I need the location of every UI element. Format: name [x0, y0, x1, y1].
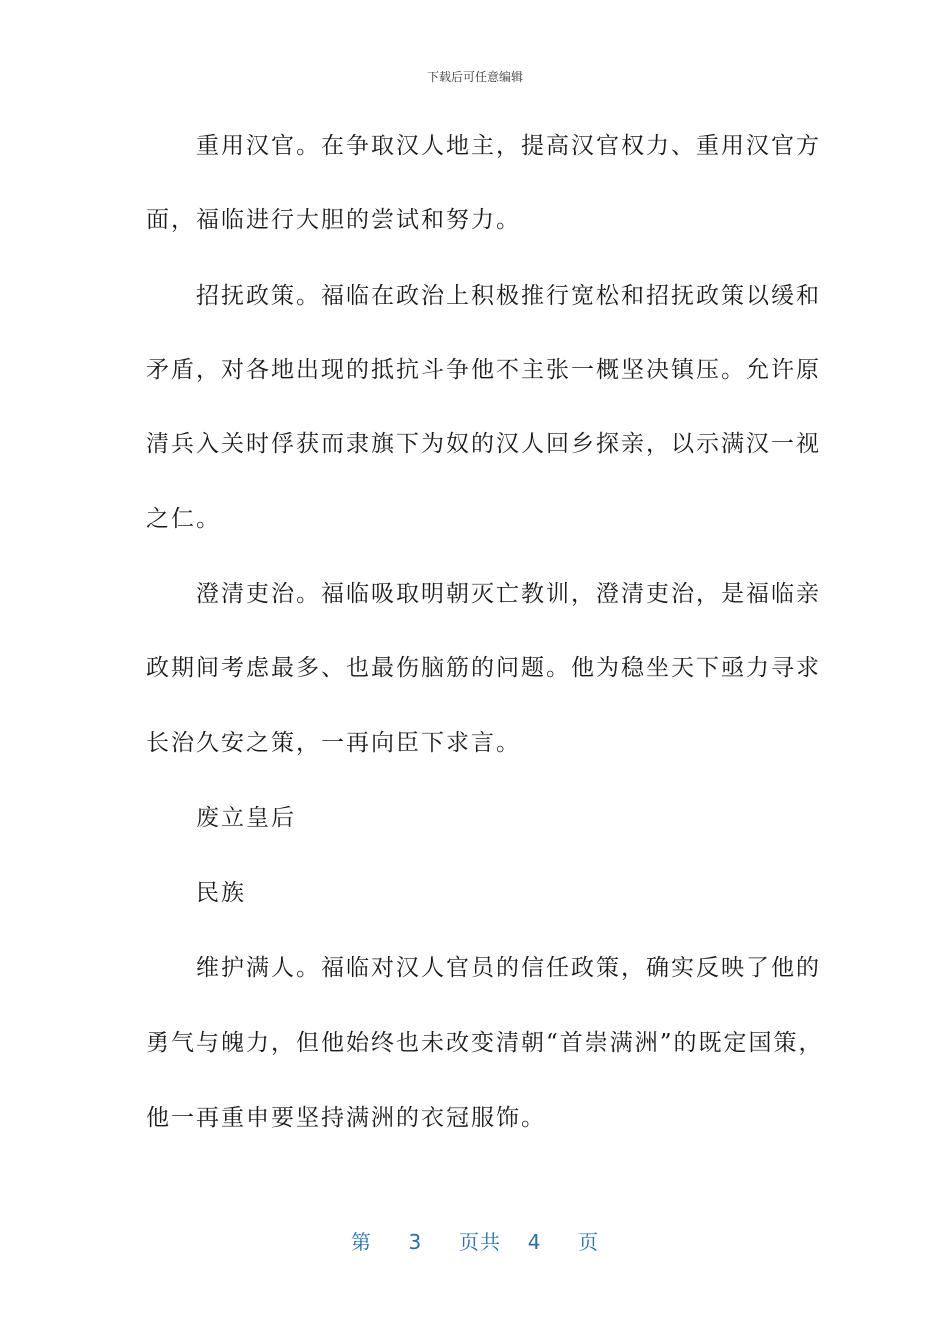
- paragraph-line: 之仁。: [146, 506, 221, 532]
- footer-middle: 页共: [459, 1230, 501, 1254]
- paragraph-line: 清兵入关时俘获而隶旗下为奴的汉人回乡探亲，以示满汉一视: [146, 431, 821, 457]
- page-header: 下载后可任意编辑: [426, 70, 523, 84]
- section-heading: 废立皇后: [146, 805, 296, 831]
- paragraph-line: 维护满人。福临对汉人官员的信任政策，确实反映了他的: [146, 955, 821, 981]
- current-page-number: 3: [408, 1230, 423, 1254]
- paragraph-line: 澄清吏治。福临吸取明朝灭亡教训，澄清吏治，是福临亲: [146, 581, 821, 607]
- paragraph-line: 面，福临进行大胆的尝试和努力。: [146, 207, 521, 233]
- paragraph-line: 他一再重申要坚持满洲的衣冠服饰。: [146, 1105, 546, 1131]
- paragraph-line: 长治久安之策，一再向臣下求言。: [146, 730, 521, 756]
- section-heading: 民族: [146, 880, 246, 906]
- paragraph-line: 政期间考虑最多、也最伤脑筋的问题。他为稳坐天下亟力寻求: [146, 655, 821, 681]
- paragraph-line: 勇气与魄力，但他始终也未改变清朝“首崇满洲”的既定国策，: [146, 1030, 824, 1056]
- total-pages-number: 4: [527, 1230, 542, 1254]
- paragraph-line: 矛盾，对各地出现的抵抗斗争他不主张一概坚决镇压。允许原: [146, 357, 821, 383]
- footer-prefix: 第: [350, 1230, 372, 1254]
- paragraph-line: 招抚政策。福临在政治上积极推行宽松和招抚政策以缓和: [146, 283, 821, 309]
- paragraph-line: 重用汉官。在争取汉人地主，提高汉官权力、重用汉官方: [146, 133, 821, 159]
- footer-suffix: 页: [578, 1230, 600, 1254]
- page-footer: [0, 1226, 950, 1255]
